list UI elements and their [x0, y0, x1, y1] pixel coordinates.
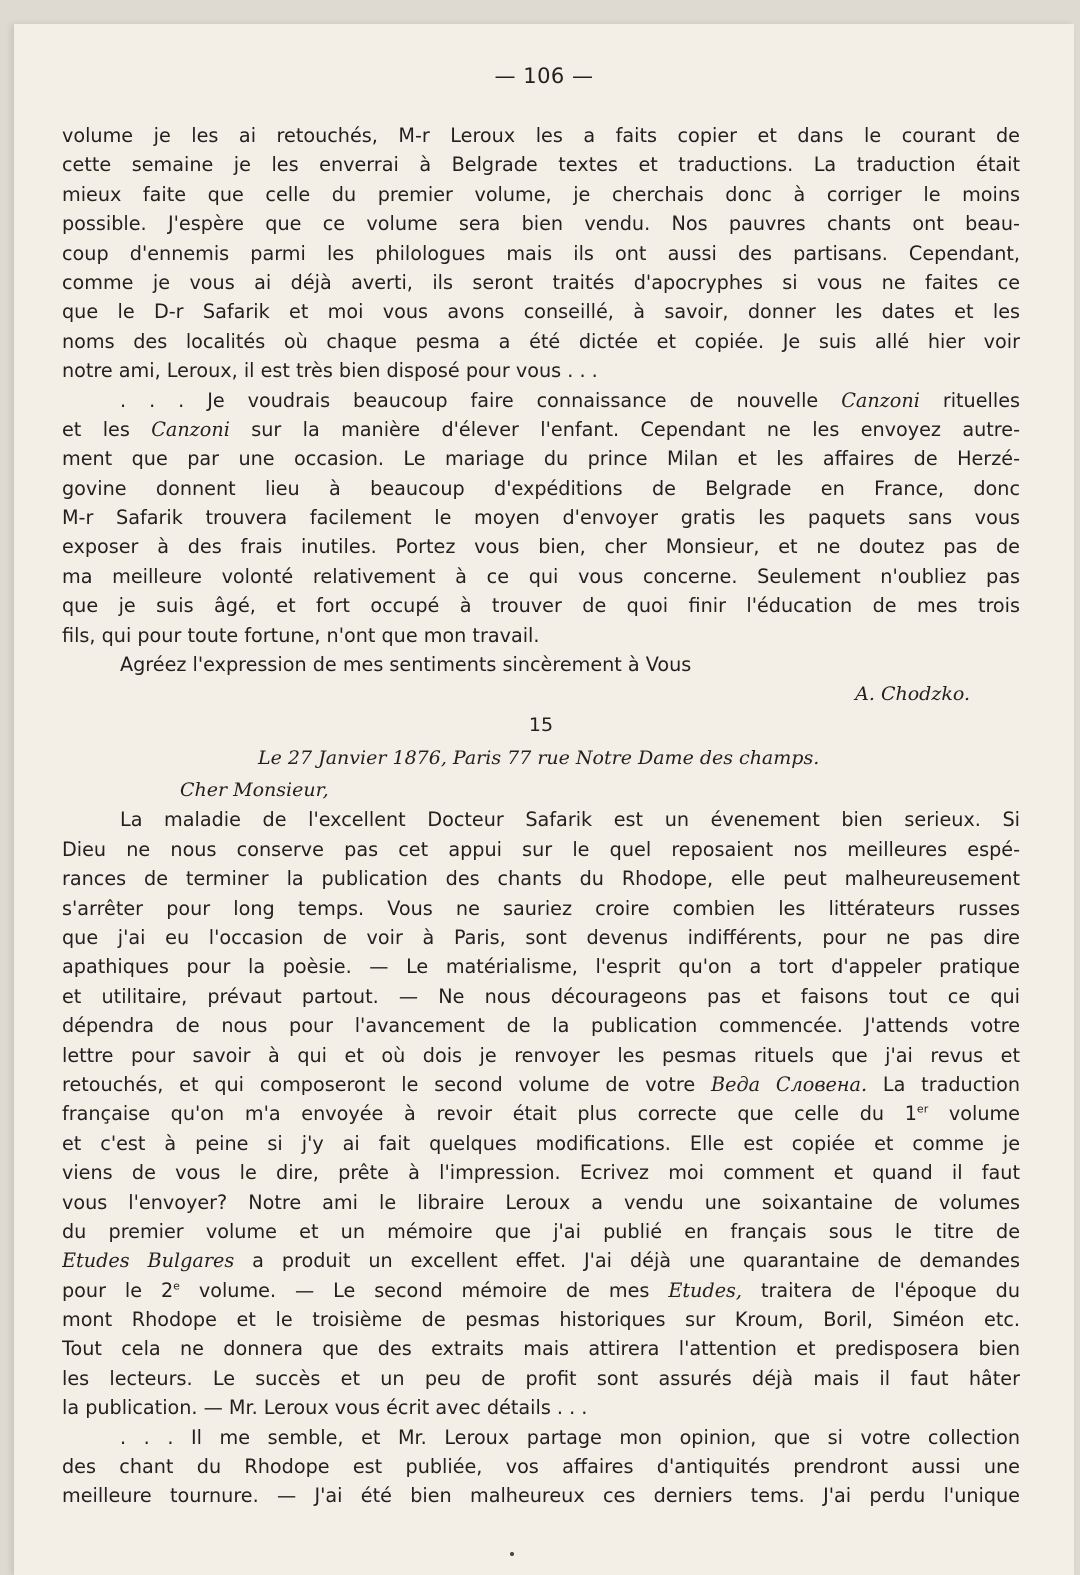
text-span: . . . Je voudrais beaucoup faire connaissance de nouvelle: [120, 388, 842, 412]
text-line: fils, qui pour toute fortune, n'ont que mon travail.: [62, 623, 540, 647]
text-line: notre ami, Leroux, il est très bien disposé pour vous . . .: [62, 359, 598, 383]
text-line: apathiques pour la poèsie. — Le matérialisme, l'esprit qu'on a tort d'appeler pratique: [62, 955, 1020, 979]
text-span: rituelles: [919, 388, 1020, 412]
text-line: [62, 1276, 1020, 1305]
text-span: volume: [928, 1102, 1020, 1126]
text-line: Dieu ne nous conserve pas cet appui sur le quel reposaient nos meilleures espé-: [62, 837, 1020, 861]
page-number: — 106 —: [494, 64, 594, 88]
text-line: du premier volume et un mémoire que j'ai publié en français sous le titre de: [62, 1219, 1020, 1243]
italic-title: Веда Словена.: [711, 1072, 868, 1096]
text-span: pour le 2: [62, 1278, 174, 1302]
salutation: Cher Monsieur,: [180, 779, 329, 802]
italic-title: Etudes,: [668, 1278, 743, 1302]
text-line: [62, 386, 1020, 415]
text-line: Tout cela ne donnera que des extraits mais attirera l'attention et predisposera bien: [62, 1337, 1020, 1361]
text-line: s'arrêter pour long temps. Vous ne sauriez croire combien les littérateurs russes: [62, 896, 1020, 920]
text-line: M-r Safarik trouvera facilement le moyen d'envoyer gratis les paquets sans vous: [62, 506, 1020, 530]
italic-title: Canzoni: [841, 388, 920, 412]
text-line: viens de vous le dire, prête à l'impression. Ecrivez moi comment et quand il faut: [62, 1161, 1020, 1185]
text-line: possible. J'espère que ce volume sera bien vendu. Nos pauvres chants ont beau-: [62, 212, 1020, 236]
text-line: ment que par une occasion. Le mariage du prince Milan et les affaires de Herzé-: [62, 447, 1020, 471]
text-line: ma meilleure volonté relativement à ce qui vous concerne. Seulement n'oubliez pas: [62, 564, 1020, 588]
letter-date: Le 27 Janvier 1876, Paris 77 rue Notre Dame des champs.: [258, 747, 820, 770]
text-line: [62, 415, 1020, 444]
signature: A. Chodzko.: [855, 683, 970, 706]
text-line: La maladie de l'excellent Docteur Safarik est un évenement bien serieux. Si: [120, 808, 1020, 832]
text-line: govine donnent lieu à beaucoup d'expéditions de Belgrade en France, donc: [62, 476, 1020, 500]
text-line: que je suis âgé, et fort occupé à trouver de quoi finir l'éducation de mes trois: [62, 594, 1020, 618]
superscript: e: [173, 1279, 180, 1293]
text-line: lettre pour savoir à qui et où dois je renvoyer les pesmas rituels que j'ai revus et: [62, 1043, 1020, 1067]
text-line: la publication. — Mr. Leroux vous écrit avec détails . . .: [62, 1396, 588, 1420]
italic-title: Etudes Bulgares: [62, 1249, 235, 1273]
text-line: que j'ai eu l'occasion de voir à Paris, sont devenus indifférents, pour ne pas dire: [62, 925, 1020, 949]
text-line: exposer à des frais inutiles. Portez vous bien, cher Monsieur, et ne doutez pas de: [62, 535, 1020, 559]
text-span: et les: [62, 417, 152, 441]
text-line: rances de terminer la publication des chants du Rhodope, elle peut malheureusement: [62, 867, 1020, 891]
text-line: comme je vous ai déjà averti, ils seront traités d'apocryphes si vous ne faites ce: [62, 270, 1020, 294]
closing-line: Agréez l'expression de mes sentiments sincèrement à Vous: [120, 653, 692, 677]
italic-title: Canzoni: [151, 417, 230, 441]
text-line: [62, 1246, 1020, 1275]
text-span: retouchés, et qui composeront le second volume de votre: [62, 1072, 711, 1096]
text-line: les lecteurs. Le succès et un peu de profit sont assurés déjà mais il faut hâter: [62, 1366, 1020, 1390]
letter-number: 15: [528, 714, 554, 737]
text-line: meilleure tournure. — J'ai été bien malheureux ces derniers tems. J'ai perdu l'unique: [62, 1484, 1020, 1508]
text-line: vous l'envoyer? Notre ami le libraire Leroux a vendu une soixantaine de volumes: [62, 1190, 1020, 1214]
text-line: et c'est à peine si j'y ai fait quelques modifications. Elle est copiée et comme je: [62, 1131, 1020, 1155]
text-span: traitera de l'époque du: [742, 1278, 1020, 1302]
book-page: [14, 24, 1074, 1575]
text-line: dépendra de nous pour l'avancement de la publication commencée. J'attends votre: [62, 1014, 1020, 1038]
text-span: volume. — Le second mémoire de mes: [179, 1278, 669, 1302]
text-line: volume je les ai retouchés, M-r Leroux les a faits copier et dans le courant de: [62, 124, 1020, 147]
text-line: . . . Il me semble, et Mr. Leroux partage mon opinion, que si votre collection: [120, 1425, 1020, 1449]
text-span: La traduction: [867, 1072, 1020, 1096]
ink-dot: [510, 1552, 514, 1556]
page-body: [62, 121, 1020, 1511]
text-line: noms des localités où chaque pesma a été dictée et copiée. Je suis allé hier voir: [62, 329, 1020, 353]
text-line: [62, 1099, 1020, 1128]
text-line: coup d'ennemis parmi les philologues mais ils ont aussi des partisans. Cependant,: [62, 241, 1020, 265]
text-line: mont Rhodope et le troisième de pesmas historiques sur Kroum, Boril, Siméon etc.: [62, 1308, 1020, 1332]
text-span: française qu'on m'a envoyée à revoir était plus correcte que celle du 1: [62, 1102, 917, 1126]
text-line: [62, 1070, 1020, 1099]
text-line: et utilitaire, prévaut partout. — Ne nous décourageons pas et faisons tout ce qui: [62, 984, 1020, 1008]
text-line: des chant du Rhodope est publiée, vos affaires d'antiquités prendront aussi une: [62, 1455, 1020, 1479]
text-line: que le D-r Safarik et moi vous avons conseillé, à savoir, donner les dates et les: [62, 300, 1020, 324]
text-span: a produit un excellent effet. J'ai déjà une quarantaine de demandes: [234, 1249, 1020, 1273]
text-span: sur la manière d'élever l'enfant. Cependant ne les envoyez autre-: [229, 417, 1020, 441]
superscript: er: [916, 1102, 929, 1116]
text-line: mieux faite que celle du premier volume, je cherchais donc à corriger le moins: [62, 182, 1020, 206]
text-line: cette semaine je les enverrai à Belgrade textes et traductions. La traduction était: [62, 153, 1020, 177]
